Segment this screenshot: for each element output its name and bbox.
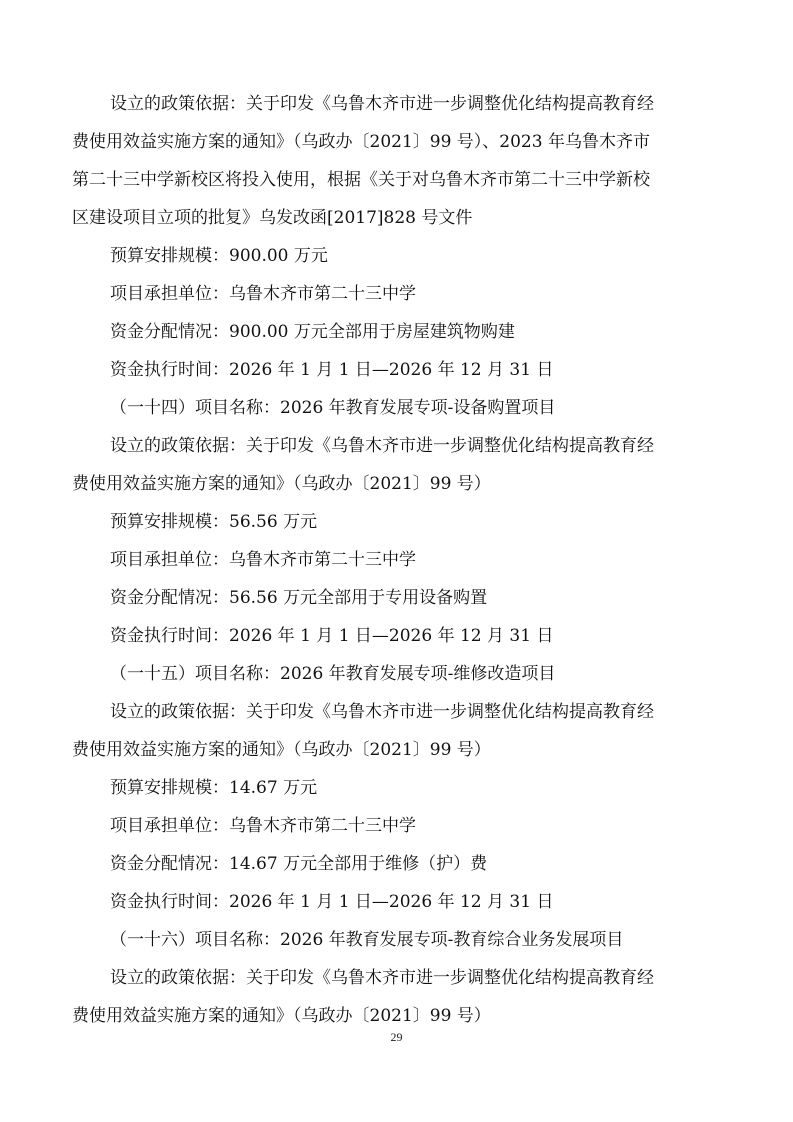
policy-basis-line-1: 设立的政策依据：关于印发《乌鲁木齐市进一步调整优化结构提高教育经 [110, 968, 654, 988]
undertaking-unit-line: 项目承担单位：乌鲁木齐市第二十三中学 [110, 816, 416, 836]
policy-basis-line-4: 区建设项目立项的批复》乌发改函[2017]828 号文件 [72, 208, 473, 228]
fund-allocation-line: 资金分配情况：900.00 万元全部用于房屋建筑物购建 [110, 322, 515, 342]
budget-scale-line: 预算安排规模：14.67 万元 [110, 778, 318, 798]
policy-basis-line-2: 费使用效益实施方案的通知》（乌政办〔2021〕99 号）、2023 年乌鲁木齐市 [72, 132, 650, 152]
policy-basis-line-1: 设立的政策依据：关于印发《乌鲁木齐市进一步调整优化结构提高教育经 [110, 94, 654, 114]
policy-basis-line-2: 费使用效益实施方案的通知》（乌政办〔2021〕99 号） [72, 474, 491, 494]
budget-scale-line: 预算安排规模：56.56 万元 [110, 512, 318, 532]
page-number: 29 [390, 1030, 403, 1044]
undertaking-unit-line: 项目承担单位：乌鲁木齐市第二十三中学 [110, 284, 416, 304]
project-16-heading: （一十六）项目名称：2026 年教育发展专项-教育综合业务发展项目 [110, 930, 624, 950]
undertaking-unit-line: 项目承担单位：乌鲁木齐市第二十三中学 [110, 550, 416, 570]
execution-time-line: 资金执行时间：2026 年 1 月 1 日—2026 年 12 月 31 日 [110, 360, 554, 380]
budget-scale-line: 预算安排规模：900.00 万元 [110, 246, 328, 266]
policy-basis-line-1: 设立的政策依据：关于印发《乌鲁木齐市进一步调整优化结构提高教育经 [110, 436, 654, 456]
execution-time-line: 资金执行时间：2026 年 1 月 1 日—2026 年 12 月 31 日 [110, 892, 554, 912]
project-14-heading: （一十四）项目名称：2026 年教育发展专项-设备购置项目 [110, 398, 556, 418]
policy-basis-line-1: 设立的政策依据：关于印发《乌鲁木齐市进一步调整优化结构提高教育经 [110, 702, 654, 722]
policy-basis-line-2: 费使用效益实施方案的通知》（乌政办〔2021〕99 号） [72, 1006, 491, 1026]
fund-allocation-line: 资金分配情况：14.67 万元全部用于维修（护）费 [110, 854, 488, 874]
project-15-heading: （一十五）项目名称：2026 年教育发展专项-维修改造项目 [110, 664, 556, 684]
execution-time-line: 资金执行时间：2026 年 1 月 1 日—2026 年 12 月 31 日 [110, 626, 554, 646]
fund-allocation-line: 资金分配情况：56.56 万元全部用于专用设备购置 [110, 588, 488, 608]
policy-basis-line-3: 第二十三中学新校区将投入使用，根据《关于对乌鲁木齐市第二十三中学新校 [72, 170, 650, 190]
policy-basis-line-2: 费使用效益实施方案的通知》（乌政办〔2021〕99 号） [72, 740, 491, 760]
